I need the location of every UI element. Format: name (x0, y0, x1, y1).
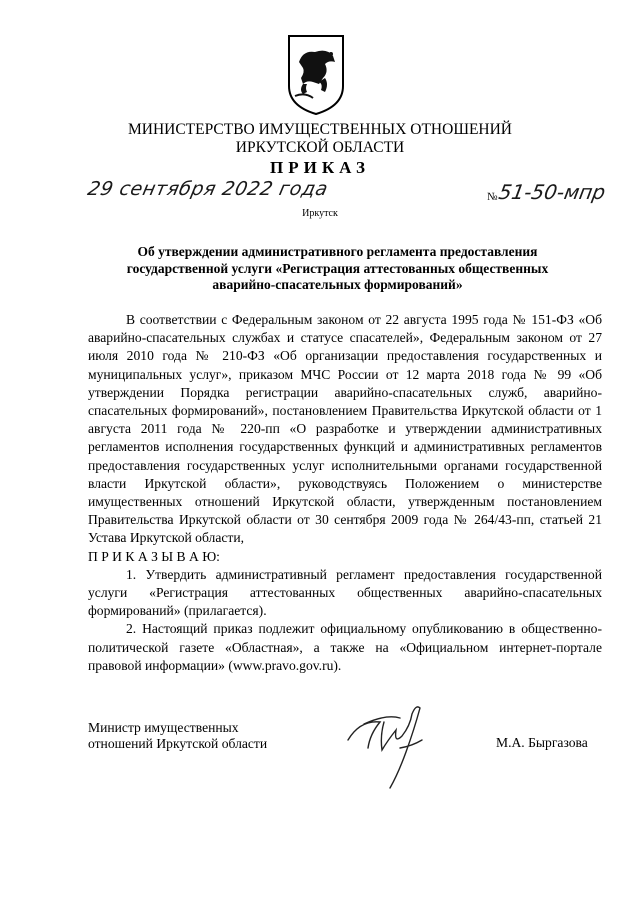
handwritten-signature-icon (340, 700, 440, 795)
order-word: П Р И К А З Ы В А Ю: (88, 548, 220, 564)
order-body (88, 311, 602, 675)
order-city: Иркутск (302, 208, 338, 219)
order-date: 29 сентября 2022 года (85, 178, 331, 200)
ministry-name-line1: МИНИСТЕРСТВО ИМУЩЕСТВЕННЫХ ОТНОШЕНИЙ (127, 121, 513, 138)
preamble-paragraph: В соответствии с Федеральным законом от 22 августа 1995 года № 151-ФЗ «Об аварийно-спасательных службах и статусе спасателей», Федеральным законом от 27 июля 2010 года № 210-ФЗ «Об организации предоставления государственных и муниципальных услуг», приказом МЧС России от 12 марта 2018 года № 99 «Об утверждении Порядка регистрации аварийно-спасательных служб, аварийно-спасательных формирований», постановлением Правительства Иркутской области от 1 августа 2011 года № 220-пп «О разработке и утверждении административных регламентов исполнения государственных функций и административных регламентов предоставления государственных услуг исполнительными органами государственной власти Иркутской области», руководствуясь Положением о министерстве имущественных отношений Иркутской области, утвержденным постановлением Правительства Иркутской области от 30 сентября 2009 года № 264/43-пп, статьей 21 Устава Иркутской области, (88, 312, 602, 546)
order-item-1: 1. Утвердить административный регламент предоставления государственной услуги «Регистрация аттестованных общественных аварийно-спасательных формирований» (прилагается). (88, 566, 602, 619)
coat-of-arms-icon (285, 32, 347, 116)
ministry-name-line2: ИРКУТСКОЙ ОБЛАСТИ (235, 139, 405, 156)
order-number: 51-50-мпр (496, 180, 608, 204)
signatory-role-line: отношений Иркутской области (88, 736, 268, 751)
order-heading (95, 244, 580, 294)
heading-line: аварийно-спасательных формирований» (212, 277, 463, 292)
signatory-role (88, 720, 267, 752)
signatory-name: М.А. Быргазова (496, 735, 588, 750)
heading-line: государственной услуги «Регистрация аттестованных общественных (126, 260, 549, 276)
order-item-2: 2. Настоящий приказ подлежит официальному опубликованию в общественно-политической газете «Областная», а также на «Официальном интернет-портале правовой информации» (www.pravo.gov.ru). (88, 621, 602, 673)
heading-line: Об утверждении административного регламента предоставления (137, 244, 538, 259)
document-title: ПРИКАЗ (270, 158, 370, 177)
signatory-role-line: Министр имущественных (88, 720, 239, 735)
order-number-prefix: № (487, 191, 498, 203)
